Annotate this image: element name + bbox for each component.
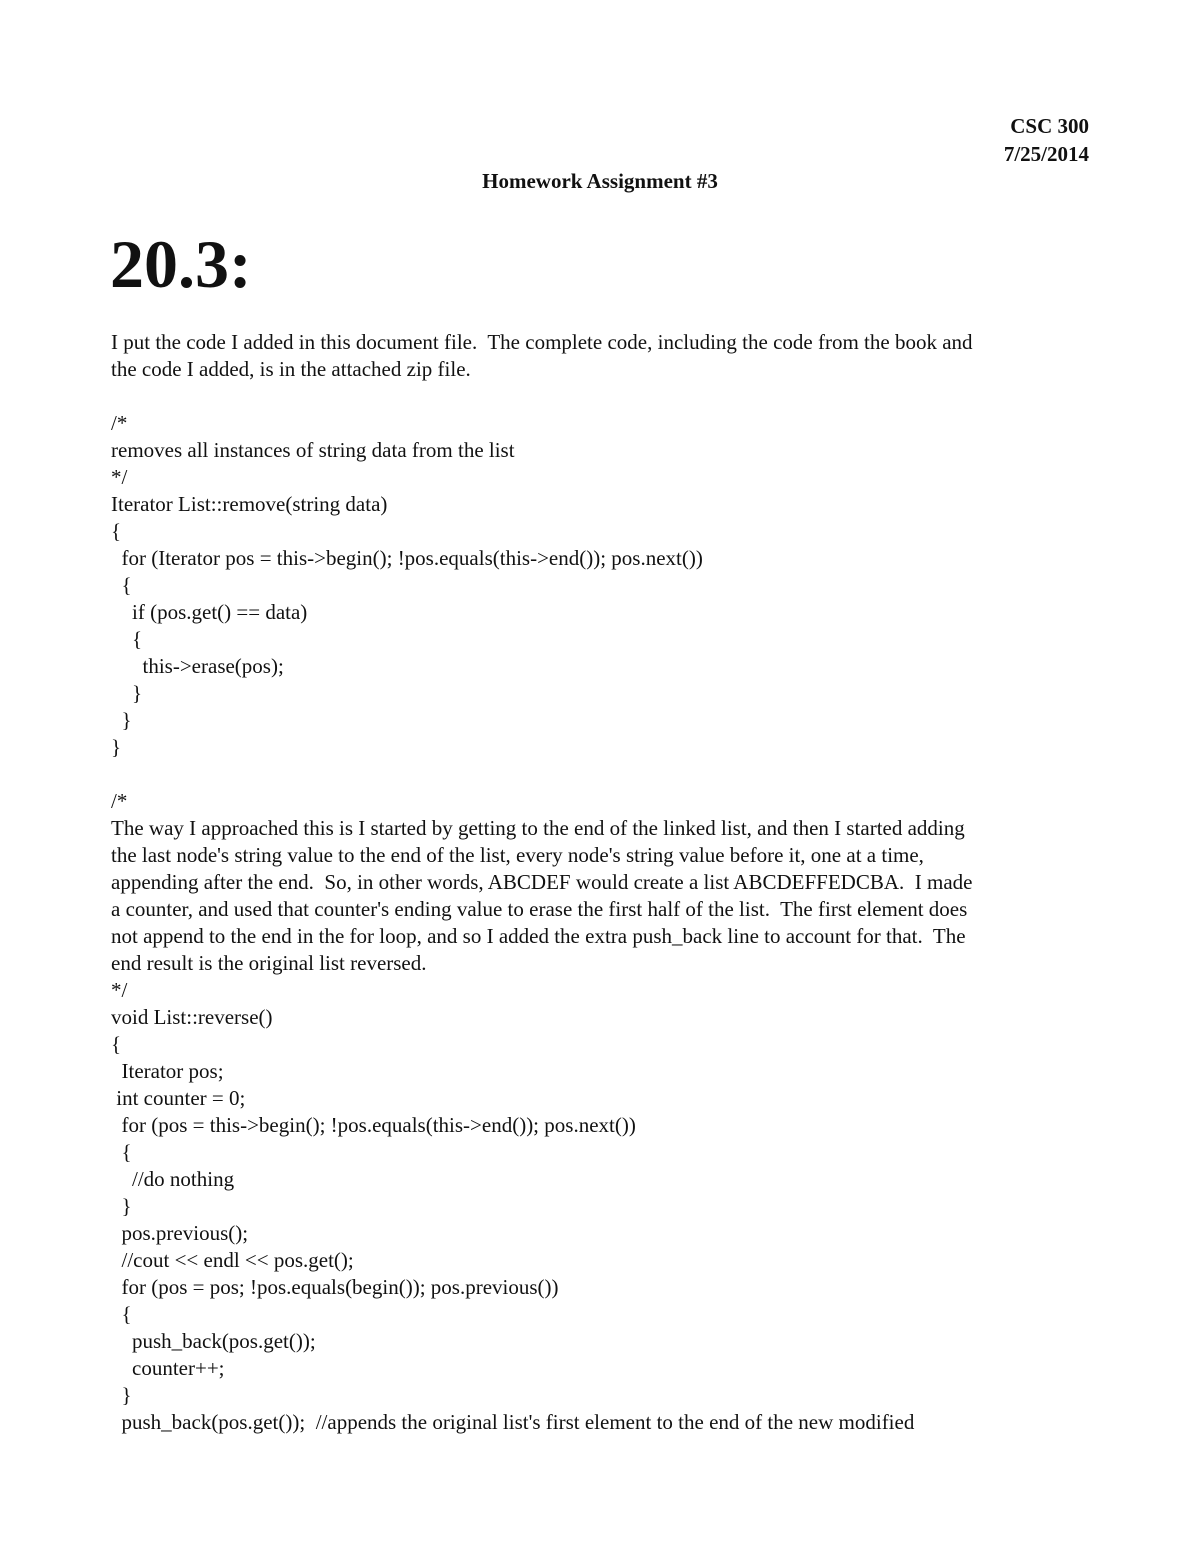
code-line: /* — [111, 411, 128, 435]
code-line: //cout << endl << pos.get(); — [111, 1248, 354, 1272]
comment-line: the last node's string value to the end of the list, every node's string value before it, one at a time, — [111, 843, 924, 867]
blank-line — [111, 761, 1101, 788]
code-line: } — [111, 1194, 132, 1218]
code-line: push_back(pos.get()); //appends the original list's first element to the end of the new modified — [111, 1410, 915, 1434]
code-line: this->erase(pos); — [111, 654, 284, 678]
code-line: { — [111, 627, 143, 651]
code-line: //do nothing — [111, 1167, 235, 1191]
code-line: for (pos = this->begin(); !pos.equals(this->end()); pos.next()) — [111, 1113, 636, 1137]
intro-line: I put the code I added in this document file. The complete code, including the code from the book and — [111, 330, 973, 354]
code-line: */ — [111, 465, 128, 489]
document-body — [111, 329, 1101, 1436]
comment-line: appending after the end. So, in other words, ABCDEF would create a list ABCDEFFEDCBA. I made — [111, 870, 973, 894]
code-line: int counter = 0; — [111, 1086, 246, 1110]
blank-line — [111, 383, 1101, 410]
document-title: Homework Assignment #3 — [482, 169, 718, 193]
code-line: } — [111, 708, 132, 732]
comment-line: /* — [111, 789, 128, 813]
code-line: pos.previous(); — [111, 1221, 249, 1245]
reverse-function-block — [111, 1004, 1101, 1436]
code-line: { — [111, 1032, 122, 1056]
comment-line: not append to the end in the for loop, and so I added the extra push_back line to account for that. The — [111, 924, 966, 948]
comment-line: */ — [111, 978, 128, 1002]
comment-line: a counter, and used that counter's ending value to erase the first half of the list. The first element does — [111, 897, 968, 921]
code-line: void List::reverse() — [111, 1005, 273, 1029]
header-block — [1004, 112, 1089, 168]
code-line: Iterator List::remove(string data) — [111, 492, 388, 516]
code-line: { — [111, 573, 132, 597]
code-line: removes all instances of string data from the list — [111, 438, 515, 462]
code-line: for (pos = pos; !pos.equals(begin()); pos.previous()) — [111, 1275, 559, 1299]
assignment-date: 7/25/2014 — [1003, 142, 1089, 166]
code-line: push_back(pos.get()); — [111, 1329, 316, 1353]
code-line: } — [111, 735, 122, 759]
code-line: for (Iterator pos = this->begin(); !pos.equals(this->end()); pos.next()) — [111, 546, 703, 570]
comment-line: end result is the original list reversed. — [111, 951, 427, 975]
code-line: { — [111, 1140, 132, 1164]
code-line: } — [111, 681, 143, 705]
code-line: counter++; — [111, 1356, 225, 1380]
intro-line: the code I added, is in the attached zip file. — [111, 357, 471, 381]
code-line: { — [111, 519, 122, 543]
section-heading: 20.3: — [110, 226, 252, 302]
reverse-comment-block — [111, 788, 1101, 1004]
code-line: } — [111, 1383, 132, 1407]
course-code: CSC 300 — [1010, 114, 1089, 138]
remove-function-block — [111, 410, 1101, 761]
code-line: { — [111, 1302, 132, 1326]
code-line: if (pos.get() == data) — [111, 600, 308, 624]
comment-line: The way I approached this is I started by getting to the end of the linked list, and then I started adding — [111, 816, 965, 840]
code-line: Iterator pos; — [111, 1059, 224, 1083]
